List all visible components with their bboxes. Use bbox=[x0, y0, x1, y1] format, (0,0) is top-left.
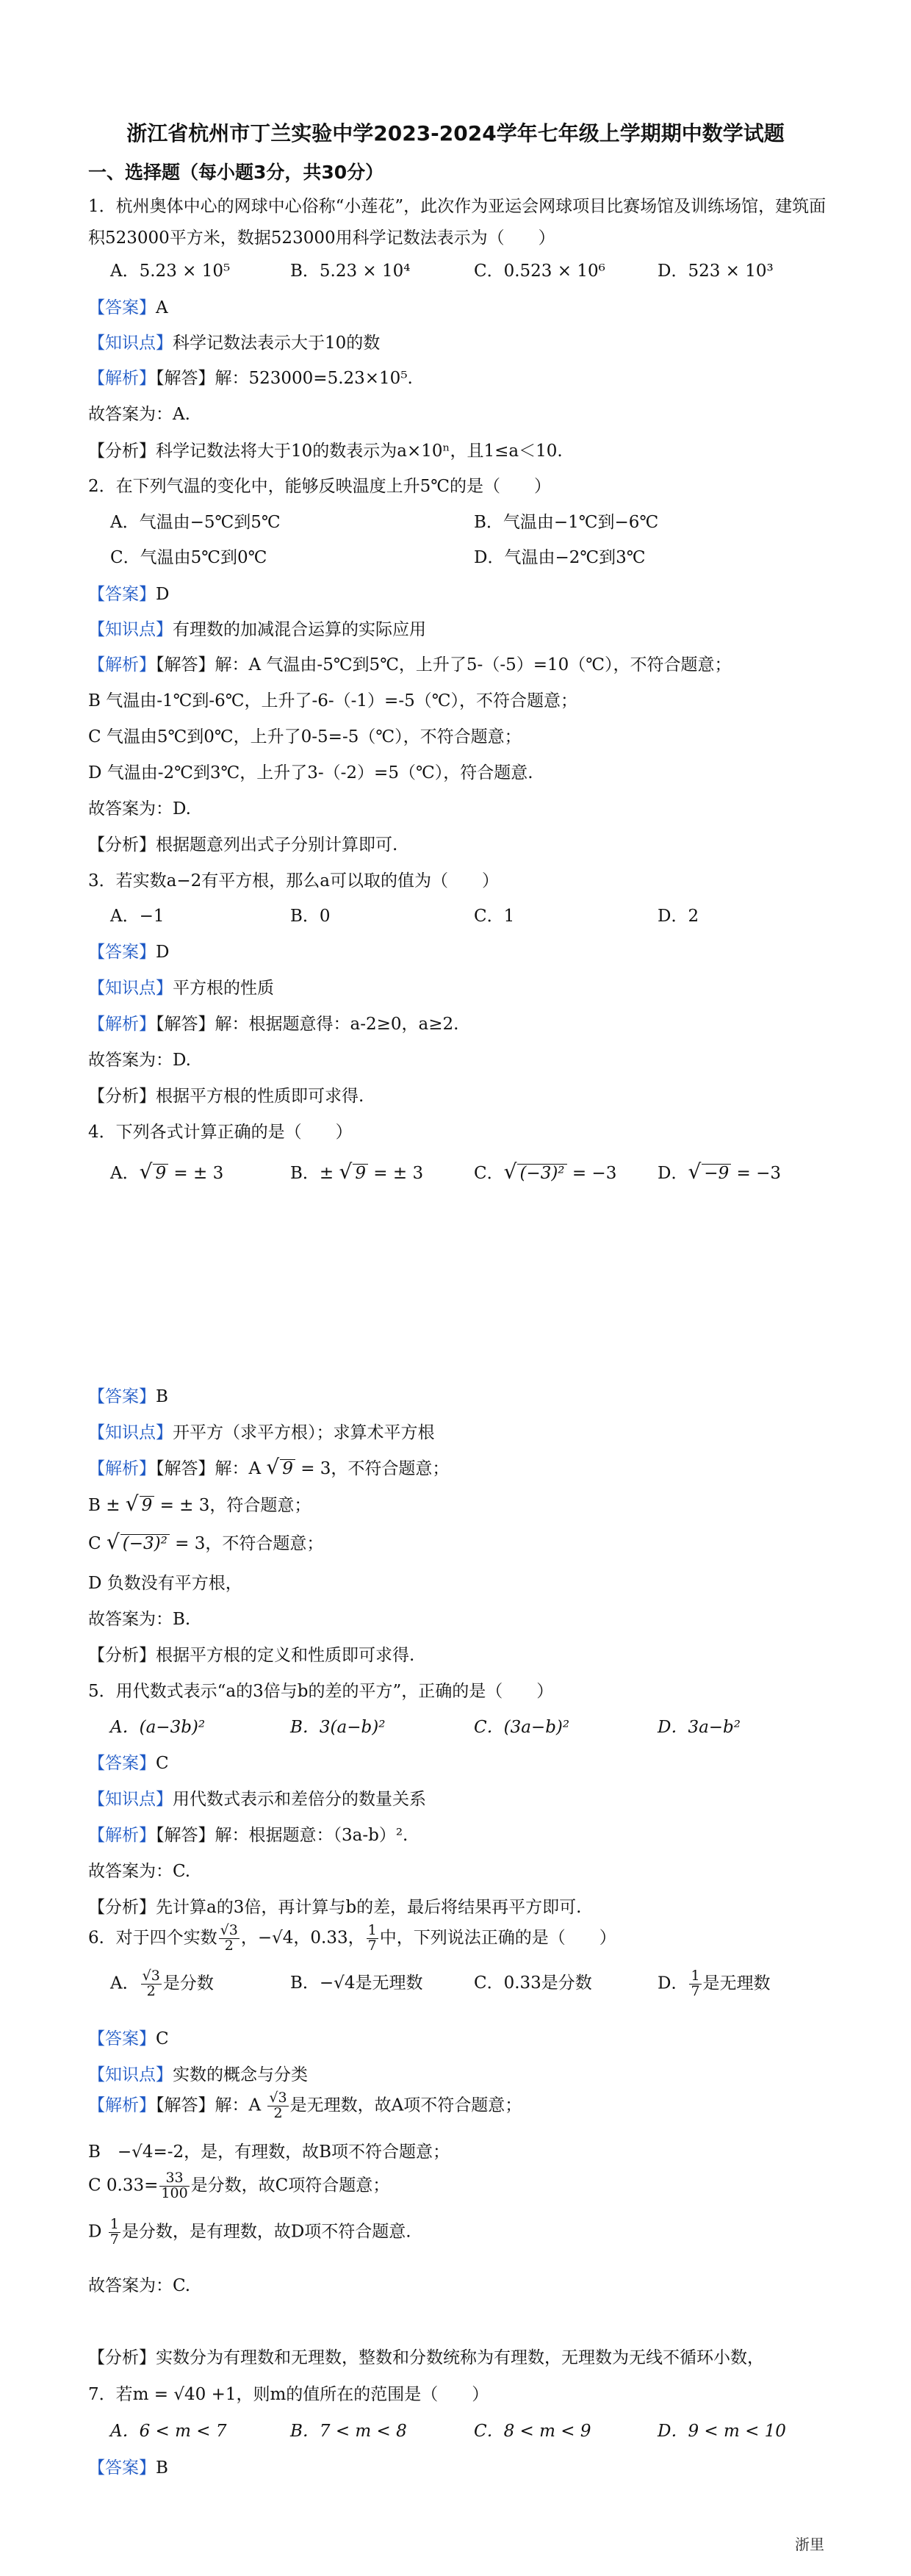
q3-fenxi: 【分析】根据平方根的性质即可求得. bbox=[88, 1087, 364, 1106]
q5-conclusion: 故答案为：C. bbox=[88, 1862, 191, 1881]
q2-solution-c: C 气温由5℃到0℃，上升了0-5=-5（℃），不符合题意； bbox=[88, 727, 522, 746]
page-title: 浙江省杭州市丁兰实验中学2023-2024学年七年级上学期期中数学试题 bbox=[126, 121, 785, 145]
q6-solution-b: B −√4=-2，是，有理数，故B项不符合题意； bbox=[88, 2143, 450, 2162]
q3-conclusion: 故答案为：D. bbox=[88, 1051, 191, 1070]
q7-option-d: D．9 < m < 10 bbox=[658, 2422, 786, 2441]
q3-option-a: A．−1 bbox=[110, 907, 165, 926]
q4-option-c: C．√ (−3)² = −3 bbox=[474, 1159, 617, 1184]
q5-fenxi: 【分析】先计算a的3倍，再计算与b的差，最后将结果再平方即可. bbox=[88, 1898, 582, 1917]
q4-option-a: A．√ 9 = ± 3 bbox=[110, 1159, 224, 1184]
q6-solution-c: C 0.33= $\frac{33}{100}$ 是分数，故C项符合题意； bbox=[88, 2170, 390, 2201]
q6-conclusion: 故答案为：C. bbox=[88, 2276, 191, 2295]
q5-option-b: B．3(a−b)² bbox=[290, 1718, 386, 1737]
q5-option-a: A．(a−3b)² bbox=[110, 1718, 206, 1737]
q3-option-c: C．1 bbox=[474, 907, 515, 926]
q4-option-b: B．± √ 9 = ± 3 bbox=[290, 1159, 424, 1184]
q4-conclusion: 故答案为：B. bbox=[88, 1610, 191, 1629]
q4-solution: 【解析】【解答】解：A √ 9 = 3，不符合题意； bbox=[88, 1455, 450, 1479]
q5-option-d: D．3a−b² bbox=[658, 1718, 741, 1737]
q6-solution-d: D $\frac{1}{7}$ 是分数，是有理数，故D项不符合题意. bbox=[88, 2216, 411, 2248]
q2-solution-d: D 气温由-2℃到3℃，上升了3-（-2）=5（℃），符合题意. bbox=[88, 763, 533, 782]
q3-stem: 3．若实数a−2有平方根，那么a可以取的值为（ ） bbox=[88, 871, 499, 891]
q7-stem: 7．若m = √40 +1，则m的值所在的范围是（ ） bbox=[88, 2385, 489, 2404]
q1-option-c: C．0.523 × 10⁶ bbox=[474, 262, 605, 281]
q6-solution: 【解析】【解答】解：A $\frac{√3}{2}$ 是无理数，故A项不符合题意； bbox=[88, 2090, 522, 2121]
q2-option-a: A．气温由−5℃到5℃ bbox=[110, 513, 281, 532]
q1-knowledge: 【知识点】科学记数法表示大于10的数 bbox=[88, 334, 381, 353]
q3-knowledge: 【知识点】平方根的性质 bbox=[88, 979, 274, 998]
q2-knowledge: 【知识点】有理数的加减混合运算的实际应用 bbox=[88, 620, 426, 639]
q7-option-b: B．7 < m < 8 bbox=[290, 2422, 407, 2441]
q2-answer: 【答案】D bbox=[88, 585, 170, 604]
page-footer: 浙里 bbox=[795, 2536, 824, 2553]
q1-fenxi: 【分析】科学记数法将大于10的数表示为a×10ⁿ，且1≤a＜10. bbox=[88, 442, 563, 461]
q4-answer: 【答案】B bbox=[88, 1387, 168, 1406]
q6-option-c: C．0.33是分数 bbox=[474, 1974, 592, 1993]
q1-answer: 【答案】A bbox=[88, 298, 168, 317]
q6-option-b: B．−√4是无理数 bbox=[290, 1974, 423, 1993]
q1-solution: 【解析】【解答】解：523000=5.23×10⁵. bbox=[88, 369, 413, 388]
q6-answer: 【答案】C bbox=[88, 2029, 169, 2048]
q3-option-d: D．2 bbox=[658, 907, 699, 926]
q1-stem-line2: 积523000平方米，数据523000用科学记数法表示为（ ） bbox=[88, 229, 555, 248]
section-heading: 一、选择题（每小题3分，共30分） bbox=[88, 162, 384, 183]
q2-fenxi: 【分析】根据题意列出式子分别计算即可. bbox=[88, 835, 398, 855]
q2-option-d: D．气温由−2℃到3℃ bbox=[474, 548, 646, 567]
q1-option-b: B．5.23 × 10⁴ bbox=[290, 262, 411, 281]
q2-solution-b: B 气温由-1℃到-6℃，上升了-6-（-1）=-5（℃），不符合题意； bbox=[88, 691, 577, 710]
q3-solution: 【解析】【解答】解：根据题意得：a-2≥0，a≥2. bbox=[88, 1015, 459, 1034]
q4-stem: 4．下列各式计算正确的是（ ） bbox=[88, 1123, 353, 1142]
q5-answer: 【答案】C bbox=[88, 1754, 169, 1773]
q1-conclusion: 故答案为：A. bbox=[88, 405, 190, 424]
q1-stem-line1: 1．杭州奥体中心的网球中心俗称“小莲花”，此次作为亚运会网球项目比赛场馆及训练场馆，建筑面 bbox=[88, 197, 827, 216]
q3-answer: 【答案】D bbox=[88, 943, 170, 962]
q2-solution: 【解析】【解答】解：A 气温由-5℃到5℃，上升了5-（-5）=10（℃），不符合题意； bbox=[88, 655, 732, 674]
q7-option-a: A．6 < m < 7 bbox=[110, 2422, 227, 2441]
q4-solution-d: D 负数没有平方根， bbox=[88, 1574, 242, 1593]
q6-fenxi: 【分析】实数分为有理数和无理数，整数和分数统称为有理数，无理数为无线不循环小数， bbox=[88, 2348, 764, 2367]
q4-option-d: D．√ −9 = −3 bbox=[658, 1159, 782, 1184]
q7-answer: 【答案】B bbox=[88, 2458, 168, 2478]
q5-option-c: C．(3a−b)² bbox=[474, 1718, 570, 1737]
q7-option-c: C．8 < m < 9 bbox=[474, 2422, 591, 2441]
q2-stem: 2．在下列气温的变化中，能够反映温度上升5℃的是（ ） bbox=[88, 477, 551, 496]
q5-stem: 5．用代数式表示“a的3倍与b的差的平方”，正确的是（ ） bbox=[88, 1682, 554, 1701]
q1-option-a: A．5.23 × 10⁵ bbox=[110, 262, 231, 281]
q4-solution-c: C √ (−3)² = 3，不符合题意； bbox=[88, 1530, 324, 1554]
q6-option-a: A． $\frac{√3}{2}$ 是分数 bbox=[110, 1968, 214, 1999]
q6-stem: 6．对于四个实数 $\frac{√3}{2}$ ，−√4，0.33， $\frac{1}{7}$ 中，下列说法正确的是（ ） bbox=[88, 1922, 616, 1954]
q2-conclusion: 故答案为：D. bbox=[88, 799, 191, 819]
q5-knowledge: 【知识点】用代数式表示和差倍分的数量关系 bbox=[88, 1790, 426, 1809]
q2-option-c: C．气温由5℃到0℃ bbox=[110, 548, 267, 567]
q4-knowledge: 【知识点】开平方（求平方根）；求算术平方根 bbox=[88, 1423, 435, 1442]
q4-solution-b: B ± √ 9 = ± 3，符合题意； bbox=[88, 1492, 312, 1516]
q4-fenxi: 【分析】根据平方根的定义和性质即可求得. bbox=[88, 1646, 415, 1665]
q5-solution: 【解析】【解答】解：根据题意：（3a-b）². bbox=[88, 1826, 408, 1845]
q1-option-d: D．523 × 10³ bbox=[658, 262, 774, 281]
q6-knowledge: 【知识点】实数的概念与分类 bbox=[88, 2065, 308, 2084]
q3-option-b: B．0 bbox=[290, 907, 331, 926]
q2-option-b: B．气温由−1℃到−6℃ bbox=[474, 513, 659, 532]
q6-option-d: D． $\frac{1}{7}$ 是无理数 bbox=[658, 1968, 771, 1999]
